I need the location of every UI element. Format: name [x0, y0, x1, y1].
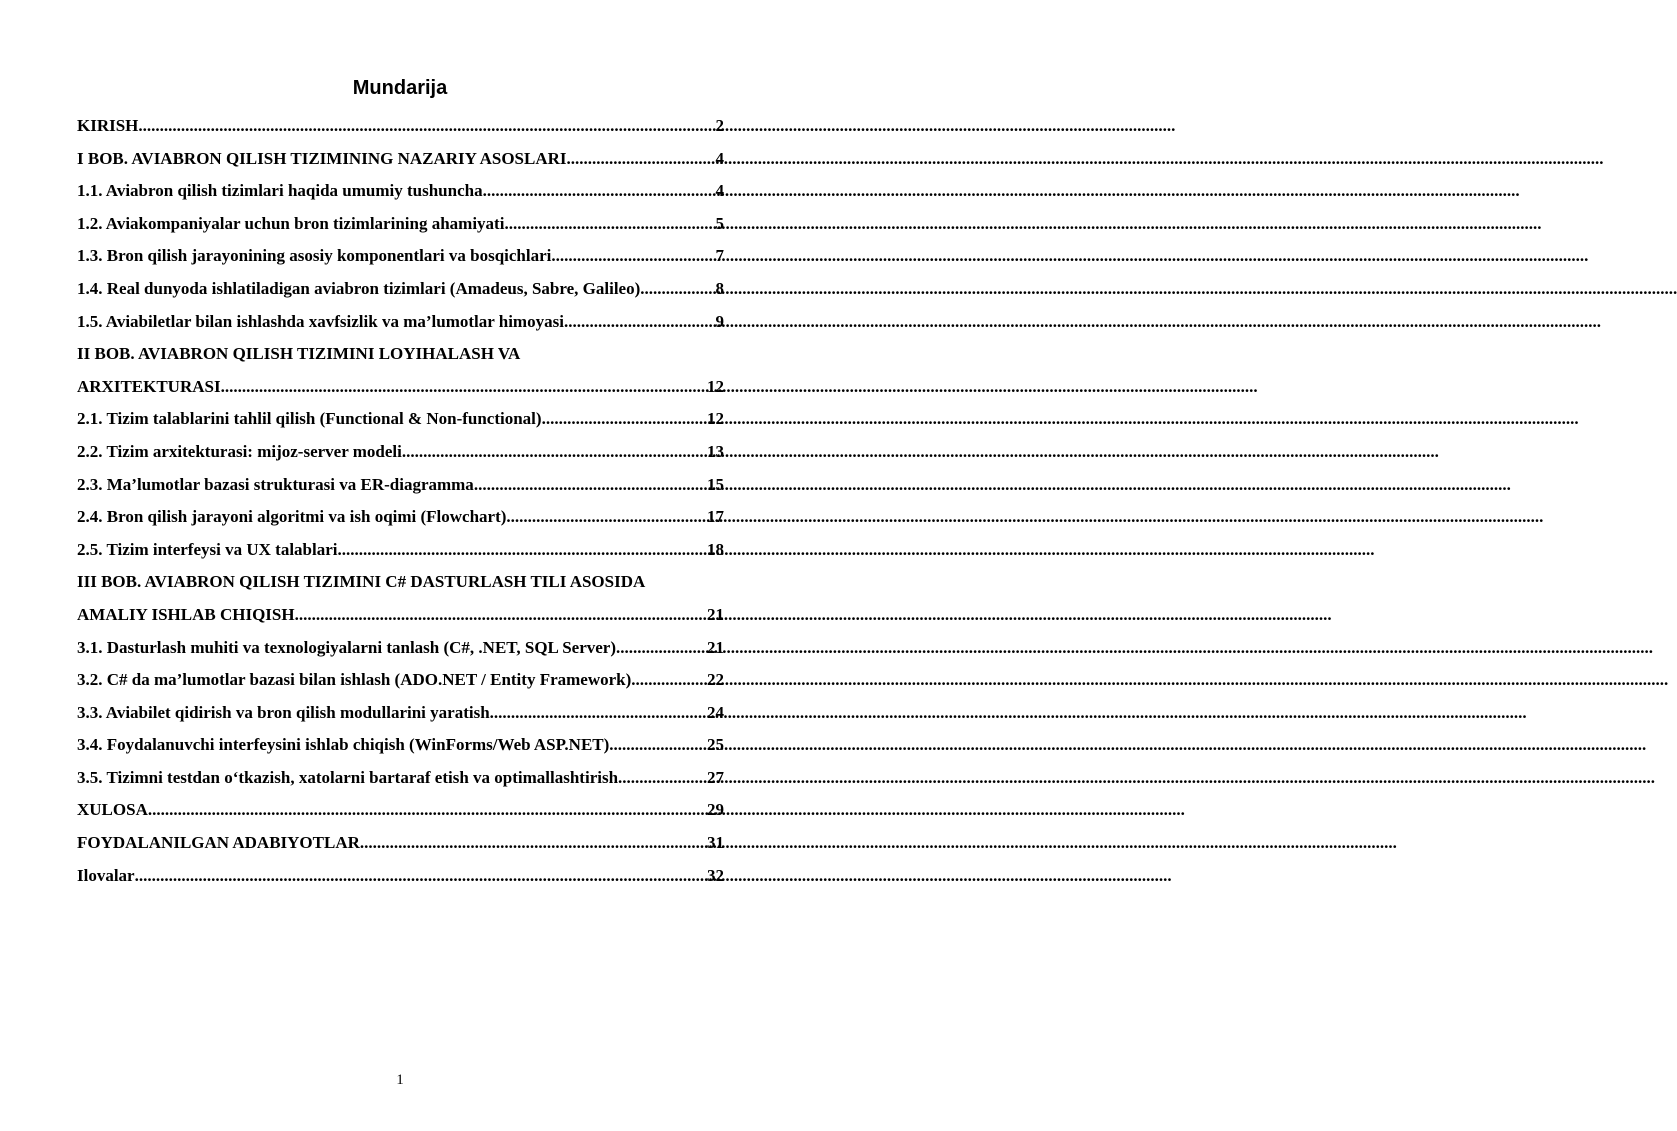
toc-entry[interactable] [77, 827, 724, 860]
toc-dot-leader [221, 371, 707, 404]
toc-entry-title: 1.2. Aviakompaniyalar uchun bron tizimlarining ahamiyati [77, 213, 505, 233]
toc-entry-title: 3.2. C# da ma’lumotlar bazasi bilan ishlash (ADO.NET / Entity Framework) [77, 670, 632, 690]
toc-entry-title: 3.4. Foydalanuvchi interfeysini ishlab chiqish (WinForms/Web ASP.NET) [77, 735, 610, 755]
document-page [0, 0, 800, 1131]
toc-entry-title: 2.3. Ma’lumotlar bazasi strukturasi va ER-diagramma [77, 474, 474, 494]
toc-entry-title: 3.3. Aviabilet qidirish va bron qilish modullarini yaratish [77, 702, 490, 722]
toc-entry-page: 22 [707, 670, 724, 690]
toc-entry-page: 18 [707, 539, 724, 559]
toc-heading-line[interactable] [77, 338, 724, 371]
table-of-contents [77, 110, 724, 892]
toc-dot-leader [402, 436, 707, 469]
toc-entry-page: 25 [707, 735, 724, 755]
toc-entry-page: 21 [707, 604, 724, 624]
toc-dot-leader [567, 143, 716, 176]
toc-dot-leader [506, 501, 707, 534]
toc-entry[interactable] [77, 110, 724, 143]
toc-dot-leader [616, 632, 707, 665]
toc-entry[interactable] [77, 175, 724, 208]
toc-entry-page: 8 [715, 278, 724, 298]
toc-entry[interactable] [77, 860, 724, 893]
toc-dot-leader [483, 175, 716, 208]
toc-dot-leader [542, 403, 707, 436]
toc-dot-leader [148, 794, 707, 827]
toc-entry-title: XULOSA [77, 800, 148, 820]
toc-dot-leader [631, 664, 707, 697]
toc-entry[interactable] [77, 436, 724, 469]
toc-entry-title: 3.1. Dasturlash muhiti va texnologiyalarni tanlash (C#, .NET, SQL Server) [77, 637, 616, 657]
toc-entry-title: 1.3. Bron qilish jarayonining asosiy komponentlari va bosqichlari [77, 246, 552, 266]
toc-entry-title: I BOB. AVIABRON QILISH TIZIMINING NAZARIY ASOSLARI [77, 148, 567, 168]
toc-dot-leader [640, 273, 715, 306]
toc-entry-page: 4 [715, 181, 724, 201]
toc-entry-title: 1.1. Aviabron qilish tizimlari haqida umumiy tushuncha [77, 181, 483, 201]
toc-entry-title: 2.5. Tizim interfeysi va UX talablari [77, 539, 338, 559]
toc-entry-page: 7 [715, 246, 724, 266]
toc-dot-leader [474, 469, 707, 502]
toc-dot-leader [490, 697, 707, 730]
toc-entry-page: 13 [707, 441, 724, 461]
toc-entry-page: 2 [715, 116, 724, 135]
toc-entry[interactable] [77, 599, 724, 632]
toc-dot-leader [564, 306, 716, 339]
toc-dot-leader [360, 827, 707, 860]
toc-heading-line[interactable] [77, 566, 724, 599]
toc-entry-page: 29 [707, 800, 724, 820]
toc-entry[interactable] [77, 794, 724, 827]
toc-dot-leader [295, 599, 707, 632]
toc-dot-leader [138, 110, 715, 143]
toc-entry-page: 21 [707, 637, 724, 657]
toc-entry[interactable] [77, 632, 724, 665]
toc-entry-page: 12 [707, 409, 724, 429]
toc-entry-page: 5 [715, 213, 724, 233]
toc-entry-title: 2.2. Tizim arxitekturasi: mijoz-server modeli [77, 441, 402, 461]
toc-entry-title: Ilovalar [77, 865, 135, 885]
toc-entry-page: 32 [707, 865, 724, 885]
toc-entry[interactable] [77, 371, 724, 404]
toc-dot-leader [338, 534, 708, 567]
toc-entry-page: 12 [707, 376, 724, 396]
toc-dot-leader [135, 860, 707, 893]
toc-entry[interactable] [77, 534, 724, 567]
toc-entry-page: 31 [707, 833, 724, 853]
toc-entry[interactable] [77, 664, 724, 697]
toc-dot-leader [618, 762, 707, 795]
toc-entry[interactable] [77, 729, 724, 762]
toc-dot-leader [609, 729, 707, 762]
toc-entry[interactable] [77, 403, 724, 436]
toc-dot-leader [551, 240, 715, 273]
toc-entry[interactable] [77, 208, 724, 241]
toc-entry[interactable] [77, 697, 724, 730]
toc-entry[interactable] [77, 501, 724, 534]
toc-entry-title: III BOB. AVIABRON QILISH TIZIMINI C# DASTURLASH TILI ASOSIDA [77, 572, 646, 592]
toc-entry-page: 9 [715, 311, 724, 331]
toc-entry-page: 17 [707, 507, 724, 527]
toc-entry-title: AMALIY ISHLAB CHIQISH [77, 604, 295, 624]
toc-entry-page: 24 [707, 702, 724, 722]
toc-entry-page: 15 [707, 474, 724, 494]
toc-entry[interactable] [77, 306, 724, 339]
page-number: 1 [396, 1072, 404, 1088]
toc-entry-title: 1.4. Real dunyoda ishlatiladigan aviabron tizimlari (Amadeus, Sabre, Galileo) [77, 278, 641, 298]
toc-entry[interactable] [77, 143, 724, 176]
toc-entry-page: 4 [715, 148, 724, 168]
toc-entry-title: II BOB. AVIABRON QILISH TIZIMINI LOYIHALASH VA [77, 344, 521, 364]
toc-entry[interactable] [77, 762, 724, 795]
page-title: Mundarija [352, 77, 448, 99]
toc-entry[interactable] [77, 469, 724, 502]
toc-dot-leader [504, 208, 715, 241]
toc-entry-title: 2.1. Tizim talablarini tahlil qilish (Functional & Non-functional) [77, 409, 542, 429]
toc-entry-title: 3.5. Tizimni testdan o‘tkazish, xatolarni bartaraf etish va optimallashtirish [77, 767, 619, 787]
toc-entry-title: 2.4. Bron qilish jarayoni algoritmi va ish oqimi (Flowchart) [77, 507, 507, 527]
toc-entry-title: FOYDALANILGAN ADABIYOTLAR [77, 833, 360, 853]
toc-entry[interactable] [77, 240, 724, 273]
toc-entry-title: 1.5. Aviabiletlar bilan ishlashda xavfsizlik va ma’lumotlar himoyasi [77, 311, 564, 331]
toc-entry-title: KIRISH [77, 116, 139, 135]
toc-entry[interactable] [77, 273, 724, 306]
toc-entry-page: 27 [707, 767, 724, 787]
toc-entry-title: ARXITEKTURASI [77, 376, 221, 396]
